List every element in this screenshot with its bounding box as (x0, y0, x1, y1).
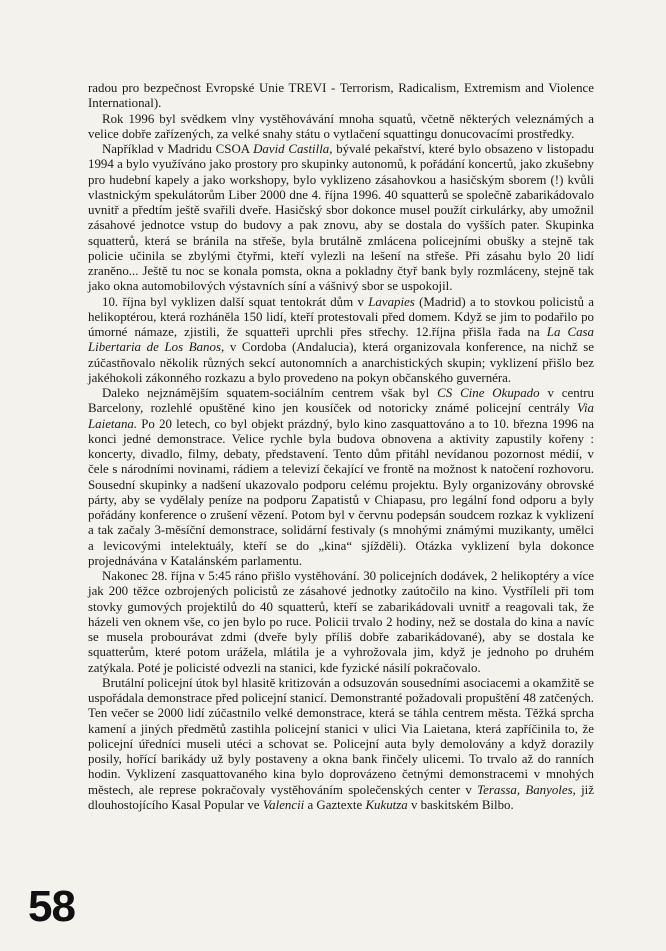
text-run: (Madrid) a to stovkou policistů a helikoptérou, která rozháněla 150 lidí, kteří protestovali před domem. Když se jim to podařilo po úmorné námaze, zjistili, že squatteři uprchli přes střechy. 12.října přišla řada na (88, 294, 594, 339)
italic-text: Via Laietana. (88, 401, 594, 431)
paragraph (88, 81, 594, 112)
italic-text: La Casa Libertaria de Los Banos, (88, 325, 595, 355)
text-run: v centru Barcelony, rozlehlé opuštěné kino jen kousíček od notoricky známé policejní centrály (88, 386, 595, 416)
text-run: Po 20 letech, co byl objekt prázdný, bylo kino zasquattováno a to 10. března 1996 na konci jedné demonstrace. Velice rychle byla budova obnovena a aktivity zapustily kořeny : koncerty, divadlo, filmy, debaty, představení. Tento dům přitáhl nevídanou pozornost médií, v čele s národními novinami, rádiem a televizí čekající ve frontě na možnost k natočení rozhovoru. Sousední skupinky a nadšení ukazovalo podporu celému projektu. Byly organizovány obrovské párty, aby se vydělaly peníze na podporu Zapatistů v Chiapasu, pro legální fond odporu a byly pořádány konference o zrušení vězení. Potom byl v červnu podepsán soudcem rozkaz k vyklizení a tak začaly 3-měsíční demonstrace, solidární festivaly (s mnohými známými muzikanty, umělci a levicovými intelektuály, kteří se do „kina“ sjížděli). Otázka vyklizení byla dokonce projednávána v Katalánském parlamentu. (88, 416, 594, 568)
paragraph (88, 676, 594, 813)
text-run: Rok 1996 byl svědkem vlny vystěhovávání mnoha squatů, včetně některých veleznámých a velice dobře zařízených, za velké snahy státu o vytlačení squattingu donucovacími prostředky. (88, 111, 594, 141)
paragraph (88, 142, 594, 295)
italic-text: Lavapies (368, 294, 415, 309)
italic-text: David Castilla, (253, 142, 333, 156)
italic-text: Kukutza (365, 797, 408, 812)
text-run: Brutální policejní útok byl hlasitě kritizován a odsuzován sousedními asociacemi a okamžitě se uspořádala demonstrace před policejní stanicí. Demonstranté požadovali propuštění 48 zatčených. Ten večer se 2000 lidí zúčastnilo velké demonstrace, která se táhla centrem města. Těžká sprcha kamení a jiných předmětů zastihla policejní stanici v ulici Via Laietana, která zapříčinila to, že policejní úředníci museli utéci a schovat se. Policejní auta byly demolovány a když dorazily posily, hořící barikády už byly postaveny a okna bank řinčely ulicemi. To trvalo až do ranních hodin. Vyklizení zasquattovaného kina bylo doprovázeno četnými demonstracemi v mnohých městech, ale represe pokračovaly vystěhováním společenských center v (88, 675, 594, 797)
text-run: v baskitském Bilbo. (407, 797, 514, 812)
text-run: Daleko nejznámějším squatem-sociálním centrem však byl (102, 386, 438, 400)
italic-text: CS Cine Okupado (437, 386, 540, 400)
text-run: radou pro bezpečnost Evropské Unie TREVI - Terrorism, Radicalism, Extremism and Violence International). (88, 81, 594, 111)
text-run: 10. října byl vyklizen další squat tentokrát dům v (102, 294, 369, 309)
text-run: Nakonec 28. října v 5:45 ráno přišlo vystěhování. 30 policejních dodávek, 2 helikoptéry a více jak 200 těžce ozbrojených policistů ze zásahové jednotky zaútočilo na kino. Vystříleli při tom stovky gumových projektilů do 40 squatterů, kteří se zabarikádovali uvnitř a reagovali tak, že házeli ven oknem vše, co jen bylo po ruce. Policii trvalo 2 hodiny, než se dostala do kina a navíc se musela probourávat zdmi (dveře byly příliš dobře zabarikádované), aby se dostala ke squatterům, které potom urážela, mlátila je a vyhrožovala jim, když je jednoho po druhém zatýkala. Poté je policisté odvezli na stanici, kde fyzické násilí pokračovalo. (88, 569, 594, 675)
paragraph (88, 112, 594, 143)
text-run: Například v Madridu CSOA (102, 142, 254, 156)
text-run: a Gaztexte (304, 797, 366, 812)
italic-text: Terassa, Banyoles, (477, 782, 576, 797)
paragraph (88, 386, 594, 569)
italic-text: Valencii (262, 797, 305, 812)
text-run: v Cordoba (Andalucia), která organizovala konference, na nichž se zúčastňovalo několik různých sekcí autonomních a anarchistických skupin; vyklizení přišlo bez jakéhokoli zákonného rozkazu a bylo provedeno na pokyn občanského guvernéra. (88, 340, 594, 385)
paragraph (88, 569, 594, 676)
text-run: již dlouhostojícího Kasal Popular ve (88, 782, 594, 812)
body-text (88, 81, 594, 813)
paragraph (88, 295, 594, 387)
page-number: 58 (28, 882, 75, 931)
text-run: bývalé pekařství, které bylo obsazeno v listopadu 1994 a bylo využíváno jako prostory pro skupinky autonomů, k pořádání koncertů, jako zkušebny pro hudební kapely a jako workshopy, bylo vyklizeno zásahovkou a hasičským sborem (!) kvůli vlastnickým spekulátorům Liber 2000 dne 4. října 1996. 40 squatterů se společně zabarikádovalo uvnitř a předtím ještě svařili dveře. Hasičský sbor dokonce musel použít cirkulárky, aby umožnil zásahové jednotce vstup do budovy a pak znovu, aby se dostala do vyšších pater. Skupinka squatterů, která se bránila na střeše, byla brutálně zmlácena policejními obušky a stejně tak policie učinila se zbylými čtyřmi, kteří vylezli na lešení na střeše. Při zásahu bylo 20 lidí zraněno... Ještě tu noc se konala pomsta, okna a pokladny čtyř bank byly rozmláceny, stejně tak jako okna automobilových výstavních síní a vášnivý sbor se uspokojil. (88, 142, 594, 294)
